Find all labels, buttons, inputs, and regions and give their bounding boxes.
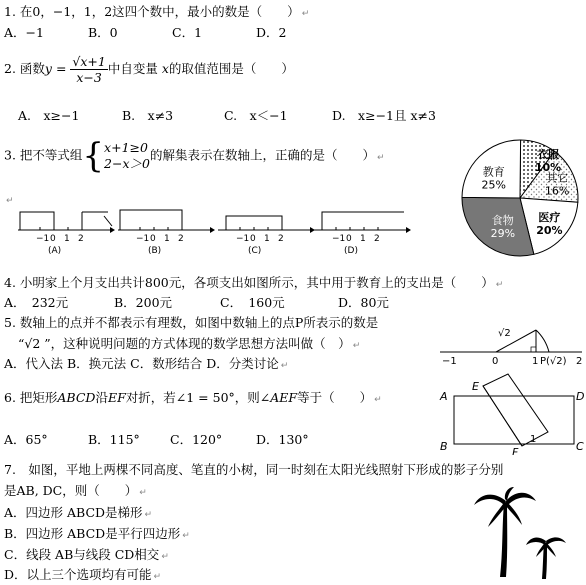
q6-label-a: A bbox=[440, 390, 448, 403]
q4-option-d: D．80元 bbox=[338, 295, 389, 310]
q3-tick-label: 0 bbox=[346, 234, 352, 244]
q1-option-a: A．−1 bbox=[4, 25, 44, 40]
pie-slice-label: 医疗 bbox=[538, 210, 561, 224]
q6-label-c: C bbox=[576, 440, 584, 453]
q7-line2: 是AB, DC，则（ ） ↵ bbox=[4, 483, 147, 498]
q5-tick-1: 1 bbox=[532, 356, 539, 367]
q1-stem: 1. 在0，−1，1，2这四个数中，最小的数是（ ） ↵ bbox=[4, 4, 310, 19]
expense-pie-chart bbox=[458, 136, 582, 260]
q2-option-a: A. x≥−1 bbox=[18, 108, 80, 123]
q5-sqrt2-figure bbox=[436, 318, 586, 370]
q3-tick-label: 2 bbox=[374, 234, 380, 244]
q3-tick-label: 1 bbox=[164, 234, 170, 244]
q6-rectangle-figure bbox=[436, 370, 586, 455]
pie-slice-percent: 20% bbox=[536, 223, 563, 237]
tall-palm-tree bbox=[474, 487, 536, 577]
q3-option-label: (D) bbox=[344, 246, 358, 256]
q6-option-a: A．65° bbox=[4, 432, 48, 447]
pie-slice-percent: 10% bbox=[534, 160, 562, 174]
q3-number-lines bbox=[18, 200, 418, 256]
q3-tick-label: 1 bbox=[264, 234, 270, 244]
q3-option-c-line bbox=[218, 216, 315, 256]
q1-option-c: C．1 bbox=[172, 25, 203, 40]
q3-tick-label: −1 bbox=[136, 234, 150, 244]
q6-stem: 6. 把矩形ABCD沿EF对折，若∠1 = 50°，则∠AEF等于（ ） ↵ bbox=[4, 390, 382, 405]
q4-option-c: C． 160元 bbox=[220, 295, 285, 310]
q3-tick-label: −1 bbox=[236, 234, 250, 244]
q3-tick-label: 1 bbox=[64, 234, 70, 244]
q3-tick-label: 2 bbox=[178, 234, 184, 244]
q6-option-c: C．120° bbox=[170, 432, 223, 447]
q5-tick-0: 0 bbox=[492, 356, 499, 367]
q3-tick-label: −1 bbox=[332, 234, 346, 244]
q6-angle-1: 1 bbox=[530, 434, 537, 445]
q3-option-label: (C) bbox=[248, 246, 262, 256]
q4-option-a: A． 232元 bbox=[4, 295, 69, 310]
q3-blank-return: ↵ bbox=[6, 196, 14, 206]
q2-option-c: C. x＜−1 bbox=[224, 108, 288, 123]
q3-tick-label: 2 bbox=[278, 234, 284, 244]
pie-slice-percent: 29% bbox=[490, 227, 516, 241]
q3-option-a-line bbox=[18, 212, 115, 256]
q5-line2: “√2 ”，这种说明问题的方式体现的数学思想方法叫做（ ） ↵ bbox=[18, 336, 361, 351]
q3-option-d-line bbox=[314, 212, 411, 256]
q7-option-c: C．线段 AB与线段 CD相交 ↵ bbox=[4, 547, 169, 562]
q3-system: x+1≥0 2−x＞0 bbox=[104, 140, 150, 171]
q3-tick-label: 0 bbox=[50, 234, 56, 244]
q3-option-label: (B) bbox=[148, 246, 162, 256]
q4-stem: 4. 小明家上个月支出共计800元，各项支出如图所示，其中用于教育上的支出是（ ） ↵ bbox=[4, 275, 504, 290]
q3-tick-label: 0 bbox=[150, 234, 156, 244]
q6-option-d: D．130° bbox=[256, 432, 309, 447]
q5-point-p: P(√2) bbox=[540, 356, 567, 367]
palm-trees-figure bbox=[470, 485, 580, 581]
q4-option-b: B．200元 bbox=[114, 295, 173, 310]
pie-slice-label: 其它 bbox=[546, 171, 569, 185]
q5-tick-minus1: −1 bbox=[442, 356, 457, 367]
q3-tick-label: 0 bbox=[250, 234, 256, 244]
pie-slice-label: 教育 bbox=[482, 165, 505, 179]
q2-stem: 2. 函数y = $\frac{√x+1}{x-3}$ 中自变量 x的取值范围是（ ） bbox=[4, 54, 294, 85]
q5-line1: 5. 数轴上的点并不都表示有理数，如图中数轴上的点P所表示的数是 bbox=[4, 315, 379, 330]
q5-line3: A．代入法 B．换元法 C．数形结合 D．分类讨论 ↵ bbox=[4, 356, 289, 371]
q7-option-d: D．以上三个选项均有可能 ↵ bbox=[4, 567, 162, 582]
q1-option-d: D．2 bbox=[256, 25, 287, 40]
q6-options bbox=[4, 432, 344, 447]
q4-options bbox=[4, 295, 424, 310]
pie-slice-label: 食物 bbox=[491, 214, 514, 228]
q6-option-b: B．115° bbox=[88, 432, 140, 447]
q2-options bbox=[18, 108, 458, 123]
pie-slice-percent: 25% bbox=[481, 178, 506, 192]
q5-sqrt2-label: √2 bbox=[498, 328, 511, 339]
q6-label-d: D bbox=[576, 390, 585, 403]
q2-option-d: D. x≥−1且 x≠3 bbox=[332, 108, 436, 123]
q3-option-label: (A) bbox=[48, 246, 62, 256]
q6-label-b: B bbox=[440, 440, 448, 453]
q6-label-f: F bbox=[512, 446, 519, 455]
q3-tick-label: −1 bbox=[36, 234, 50, 244]
q2-option-b: B. x≠3 bbox=[122, 108, 174, 123]
q3-tick-label: 1 bbox=[360, 234, 366, 244]
q5-tick-2: 2 bbox=[576, 356, 583, 367]
q6-label-e: E bbox=[472, 380, 479, 393]
short-palm-tree bbox=[526, 537, 566, 579]
q7-option-a: A．四边形 ABCD是梯形 ↵ bbox=[4, 505, 153, 520]
q1-options bbox=[4, 25, 334, 40]
q2-fraction: $\frac{√x+1}{x-3}$ bbox=[72, 54, 106, 85]
pie-slice-percent: 16% bbox=[544, 184, 570, 198]
q1-option-b: B．0 bbox=[88, 25, 118, 40]
q3-option-b-line bbox=[118, 210, 215, 256]
q3-tick-label: 2 bbox=[78, 234, 84, 244]
q7-option-b: B．四边形 ABCD是平行四边形 ↵ bbox=[4, 526, 190, 541]
q7-line1: 7. 如图，平地上两棵不同高度、笔直的小树，同一时刻在太阳光线照射下形成的影子分别 bbox=[4, 462, 504, 477]
q3-stem: 3. 把不等式组{x+1≥0 2−x＞0的解集表示在数轴上，正确的是（ ） ↵ bbox=[4, 136, 385, 176]
pie-slice-label: 衣服 bbox=[537, 147, 560, 161]
